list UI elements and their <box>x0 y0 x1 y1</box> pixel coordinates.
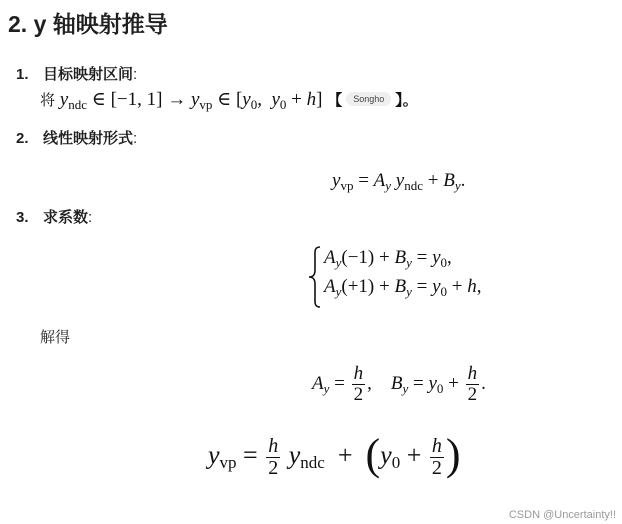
linear-form-equation: $y_{vp} = A_y$ $y_{ndc} + B_y$. <box>332 170 466 193</box>
vp-subscript: vp <box>199 97 213 112</box>
step-heading: 求系数 <box>42 209 88 226</box>
element-of-symbol: ∈ <box>217 89 232 110</box>
arrow-symbol: → <box>167 89 187 110</box>
dest-interval: [$y_0$, $y_0 + h$] <box>235 89 323 112</box>
equation-system <box>308 244 482 302</box>
step-2-header <box>16 127 137 148</box>
fraction: $\frac{h}{2}$ <box>467 363 478 405</box>
solve-label: 解得 <box>40 329 71 346</box>
fraction: $\frac{h}{2}$ <box>431 435 442 479</box>
section-title: 2. y 轴映射推导 <box>8 11 168 37</box>
badge-close: 】。 <box>395 91 418 109</box>
source-badge: Songho <box>346 92 391 106</box>
step-heading: 目标映射区间 <box>42 66 133 83</box>
step-colon: : <box>87 209 93 226</box>
prefix-text: 将 <box>40 91 56 109</box>
source-interval: [−1, 1] <box>110 89 163 110</box>
step-1-mapping-line <box>40 88 418 111</box>
coefficient-solution: $A_y$ = $\frac{h}{2}$ , $B_y = y_0$ + $\frac{h}{2}$ . <box>312 363 486 405</box>
system-row-1: $A_y(-1) + B_y = y_0$, <box>324 247 452 270</box>
step-1-header <box>16 63 137 84</box>
element-of-symbol: ∈ <box>91 89 106 110</box>
step-heading: 线性映射形式 <box>42 130 133 147</box>
csdn-watermark: CSDN @Uncertainty!! <box>508 509 616 521</box>
fraction: $\frac{h}{2}$ <box>353 363 364 405</box>
system-row-2: $A_y(+1) + B_y = y_0 + h$, <box>324 276 482 299</box>
step-3-header <box>16 206 92 227</box>
step-number: 3. <box>16 209 29 226</box>
step-colon: : <box>132 130 138 147</box>
step-number: 2. <box>16 130 29 147</box>
final-mapping-formula: yvp = $\frac{h}{2}$ yndc + (y0 + $\frac{h}{2}$ ) <box>208 430 461 479</box>
fraction: $\frac{h}{2}$ <box>268 435 279 479</box>
left-brace-icon <box>308 246 322 308</box>
badge-open: 【 <box>327 91 343 109</box>
y-symbol: y <box>190 89 200 110</box>
y-symbol: y <box>59 89 69 110</box>
ndc-subscript: ndc <box>68 97 87 112</box>
step-number: 1. <box>16 66 29 83</box>
step-colon: : <box>132 66 138 83</box>
